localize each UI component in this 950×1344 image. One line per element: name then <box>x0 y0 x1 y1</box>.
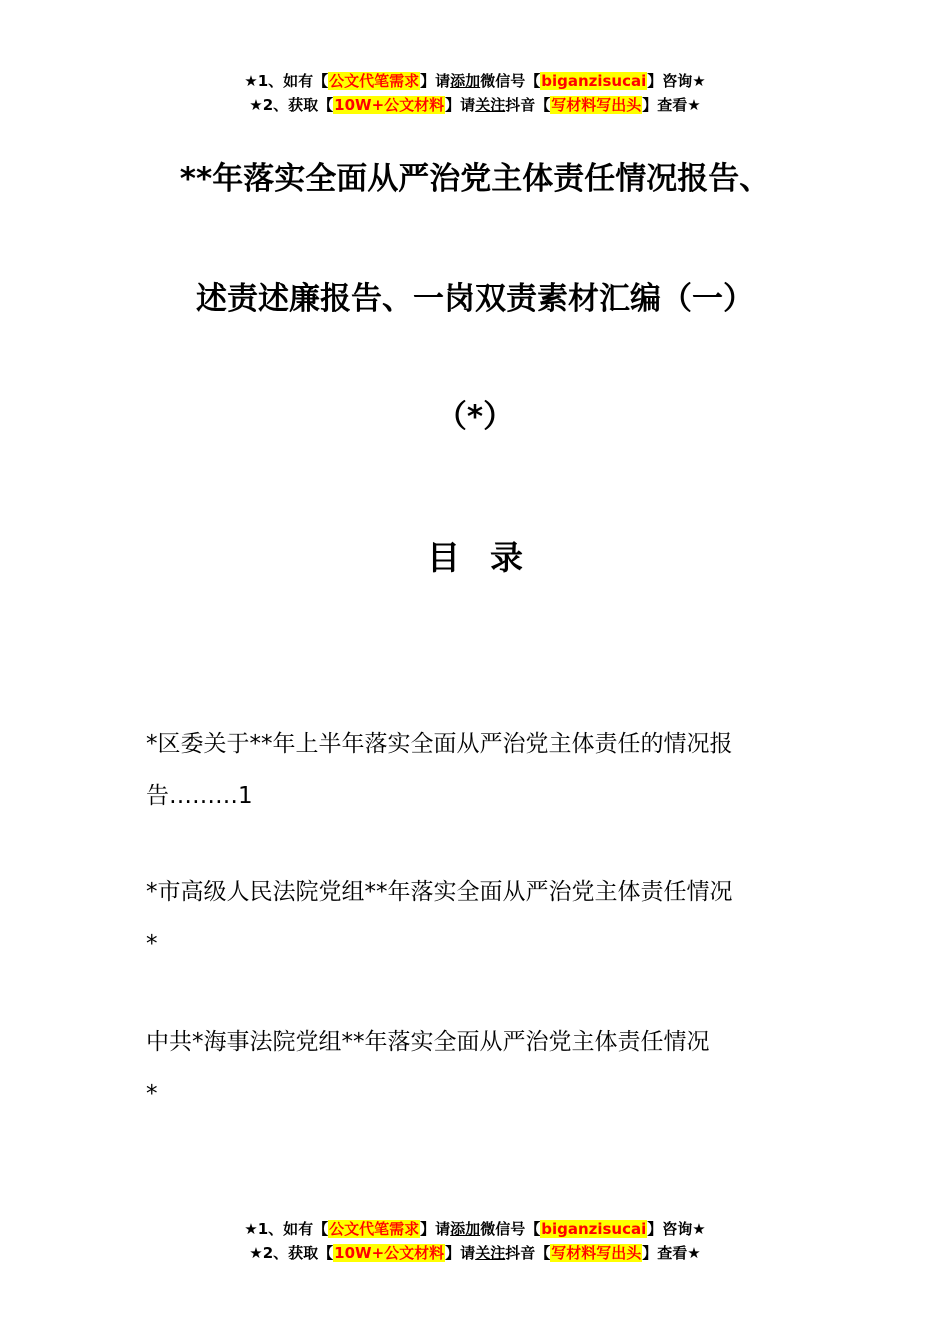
underlined-text: 添加 <box>450 1220 481 1238</box>
highlight-wechat-id: biganzisucai <box>541 1220 647 1238</box>
banner-text: 抖音【 <box>505 1244 551 1262</box>
banner-line-2 <box>0 1241 950 1265</box>
banner-text: 】咨询 <box>647 1220 693 1238</box>
banner-text: 1、如有【 <box>257 1220 329 1238</box>
underlined-text: 关注 <box>475 96 506 114</box>
highlight-wechat-id: biganzisucai <box>541 72 647 90</box>
banner-text: 微信号【 <box>480 72 541 90</box>
highlight-service: 公文代笔需求 <box>329 1220 420 1238</box>
star-icon: ★ <box>692 72 706 90</box>
star-icon: ★ <box>692 1220 706 1238</box>
toc-item-line: *区委关于**年上半年落实全面从严治党主体责任的情况报 <box>146 731 733 757</box>
banner-text: 2、获取【 <box>262 96 334 114</box>
toc-item[interactable] <box>146 1016 816 1120</box>
toc-item[interactable] <box>146 866 816 970</box>
star-icon: ★ <box>244 1220 258 1238</box>
star-icon: ★ <box>244 72 258 90</box>
highlight-douyin: 写材料写出头 <box>551 96 642 114</box>
underlined-text: 关注 <box>475 1244 506 1262</box>
toc-item[interactable] <box>146 718 816 822</box>
toc-heading: 目录 <box>427 538 553 577</box>
banner-text: 】请 <box>420 72 451 90</box>
highlight-materials: 10W+公文材料 <box>334 96 445 114</box>
star-icon: ★ <box>687 96 701 114</box>
banner-text: 2、获取【 <box>262 1244 334 1262</box>
top-banner <box>0 69 950 117</box>
star-icon: ★ <box>249 96 263 114</box>
toc-item-line: * <box>146 931 158 957</box>
banner-text: 】查看 <box>642 1244 688 1262</box>
highlight-materials: 10W+公文材料 <box>334 1244 445 1262</box>
banner-text: 抖音【 <box>505 96 551 114</box>
star-icon: ★ <box>249 1244 263 1262</box>
document-title-line-2: 述责述廉报告、一岗双责素材汇编（一） <box>196 281 754 317</box>
document-title-line-3: （*） <box>435 399 515 435</box>
banner-text: 】咨询 <box>647 72 693 90</box>
banner-text: 1、如有【 <box>257 72 329 90</box>
banner-text: 微信号【 <box>480 1220 541 1238</box>
bottom-banner <box>0 1217 950 1265</box>
banner-line-2 <box>0 93 950 117</box>
document-title-line-1: **年落实全面从严治党主体责任情况报告、 <box>179 161 771 197</box>
banner-line-1 <box>0 69 950 93</box>
banner-line-1 <box>0 1217 950 1241</box>
toc-item-line: 告………1 <box>146 783 253 809</box>
banner-text: 】请 <box>445 1244 476 1262</box>
highlight-service: 公文代笔需求 <box>329 72 420 90</box>
highlight-douyin: 写材料写出头 <box>551 1244 642 1262</box>
toc-item-line: 中共*海事法院党组**年落实全面从严治党主体责任情况 <box>146 1029 710 1055</box>
banner-text: 】请 <box>445 96 476 114</box>
star-icon: ★ <box>687 1244 701 1262</box>
toc-item-line: * <box>146 1081 158 1107</box>
underlined-text: 添加 <box>450 72 481 90</box>
banner-text: 】查看 <box>642 96 688 114</box>
toc-item-line: *市高级人民法院党组**年落实全面从严治党主体责任情况 <box>146 879 733 905</box>
banner-text: 】请 <box>420 1220 451 1238</box>
